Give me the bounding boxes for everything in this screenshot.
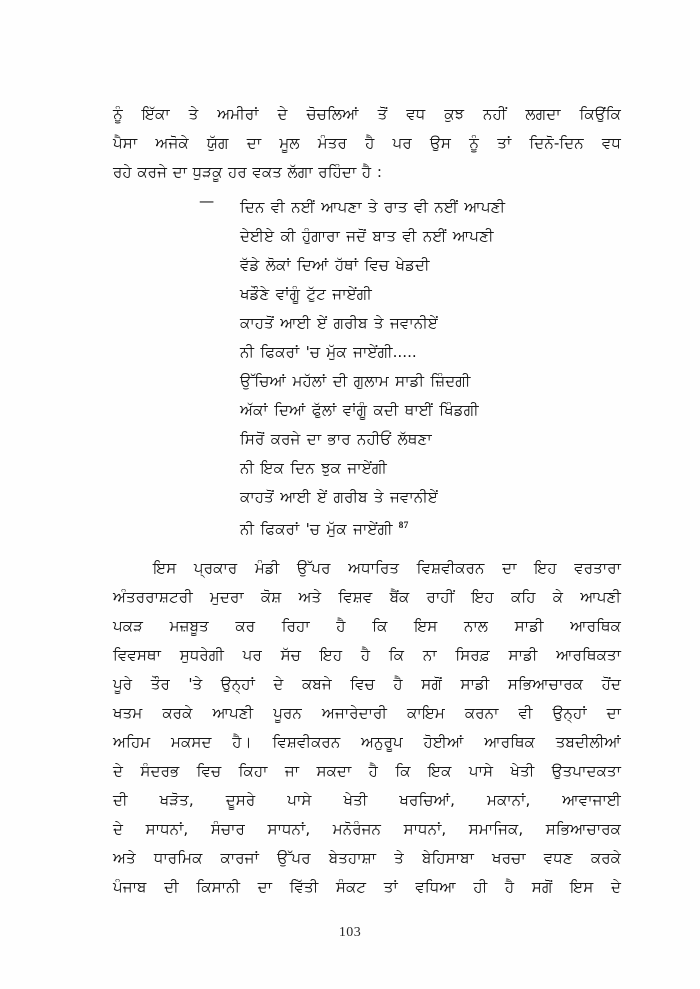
text-line: ਅਹਿਮ ਮਕਸਦ ਹੈ। ਵਿਸ਼ਵੀਕਰਨ ਅਨੁਰੂਪ ਹੋਈਆਂ ਆਰਥਿਕ ਤਬਦੀਲੀਆਂ <box>113 733 621 752</box>
footnote-reference: 87 <box>398 521 409 531</box>
text-line: ਵਿਵਸਥਾ ਸੁਧਰੇਗੀ ਪਰ ਸੱਚ ਇਹ ਹੈ ਕਿ ਨਾ ਸਿਰਫ਼ ਸਾਡੀ ਆਰਥਿਕਤਾ <box>113 646 621 665</box>
page-number: 103 <box>338 925 362 940</box>
poem-line: ਦਿਨ ਵੀ ਨਈਂ ਆਪਣਾ ਤੇ ਰਾਤ ਵੀ ਨਈਂ ਆਪਣੀ <box>240 198 506 216</box>
poem-line: ਕਾਹਤੋਂ ਆਈ ਏਂ ਗਰੀਬ ਤੇ ਜਵਾਨੀਏਂ <box>240 488 438 506</box>
poem-line: ਵੱਡੇ ਲੋਕਾਂ ਦਿਆਂ ਹੱਥਾਂ ਵਿਚ ਖੇਡਦੀ <box>240 256 430 274</box>
spacer <box>113 544 621 554</box>
paragraph-continued <box>113 100 621 187</box>
poem-block <box>113 187 621 544</box>
poem-line: ਨੀ ਫਿਕਰਾਂ 'ਚ ਮੁੱਕ ਜਾਏਂਗੀ..... <box>240 343 417 361</box>
page-content <box>113 100 621 902</box>
poem-line: ਅੱਕਾਂ ਦਿਆਂ ਫੁੱਲਾਂ ਵਾਂਗੂੰ ਕਦੀ ਥਾਈਂ ਖਿੰਡਗੀ <box>240 401 479 419</box>
poem-line-text: ਨੀ ਫਿਕਰਾਂ 'ਚ ਮੁੱਕ ਜਾਏਂਗੀ <box>240 520 393 539</box>
text-line: ਅਤੇ ਧਾਰਮਿਕ ਕਾਰਜਾਂ ਉੱਪਰ ਬੇਤਹਾਸ਼ਾ ਤੇ ਬੇਹਿਸਾਬਾ ਖਰਚਾ ਵਧਣ ਕਰਕੇ <box>113 849 621 868</box>
poem-line: ਨੀ ਇਕ ਦਿਨ ਝੁਕ ਜਾਏਂਗੀ <box>240 459 387 477</box>
poem-line: ਕਾਹਤੋਂ ਆਈ ਏਂ ਗਰੀਬ ਤੇ ਜਵਾਨੀਏਂ <box>240 314 438 332</box>
poem-line: ਸਿਰੋਂ ਕਰਜੇ ਦਾ ਭਾਰ ਨਹੀਓਂ ਲੱਥਣਾ <box>240 430 432 448</box>
text-line: ਨੂੰ ਇੱਕਾ ਤੇ ਅਮੀਰਾਂ ਦੇ ਚੋਚਲਿਆਂ ਤੋਂ ਵਧ ਕੁਝ ਨਹੀਂ ਲਗਦਾ ਕਿਉਂਕਿ <box>113 105 621 123</box>
poem-line: ਉੱਚਿਆਂ ਮਹੱਲਾਂ ਦੀ ਗੁਲਾਮ ਸਾਡੀ ਜ਼ਿੰਦਗੀ <box>240 372 471 390</box>
text-line: ਦੀ ਖੜੋਤ, ਦੂਸਰੇ ਪਾਸੇ ਖੇਤੀ ਖਰਚਿਆਂ, ਮਕਾਨਾਂ, ਆਵਾਜਾਈ <box>113 791 621 810</box>
text-line: ਖਤਮ ਕਰਕੇ ਆਪਣੀ ਪੂਰਨ ਅਜਾਰੇਦਾਰੀ ਕਾਇਮ ਕਰਨਾ ਵੀ ਉਨ੍ਹਾਂ ਦਾ <box>113 704 621 723</box>
text-line: ਅੰਤਰਰਾਸ਼ਟਰੀ ਮੁਦਰਾ ਕੋਸ਼ ਅਤੇ ਵਿਸ਼ਵ ਬੈਂਕ ਰਾਹੀਂ ਇਹ ਕਹਿ ਕੇ ਆਪਣੀ <box>113 588 621 607</box>
text-line: ਇਸ ਪ੍ਰਕਾਰ ਮੰਡੀ ਉੱਪਰ ਅਧਾਰਿਤ ਵਿਸ਼ਵੀਕਰਨ ਦਾ ਇਹ ਵਰਤਾਰਾ <box>153 559 621 578</box>
text-line: ਦੇ ਸੰਦਰਭ ਵਿਚ ਕਿਹਾ ਜਾ ਸਕਦਾ ਹੈ ਕਿ ਇਕ ਪਾਸੇ ਖੇਤੀ ਉਤਪਾਦਕਤਾ <box>113 762 621 781</box>
text-line: ਰਹੇ ਕਰਜੇ ਦਾ ਧੁੜਕੂ ਹਰ ਵਕਤ ਲੱਗਾ ਰਹਿੰਦਾ ਹੈ : <box>113 163 382 181</box>
text-line: ਪਕੜ ਮਜ਼ਬੂਤ ਕਰ ਰਿਹਾ ਹੈ ਕਿ ਇਸ ਨਾਲ ਸਾਡੀ ਆਰਥਿਕ <box>113 617 621 636</box>
text-line: ਪੰਜਾਬ ਦੀ ਕਿਸਾਨੀ ਦਾ ਵਿੱਤੀ ਸੰਕਟ ਤਾਂ ਵਧਿਆ ਹੀ ਹੈ ਸਗੋਂ ਇਸ ਦੇ <box>113 878 621 897</box>
poem-line: ਦੇਈਏ ਕੀ ਹੁੰਗਾਰਾ ਜਦੋਂ ਬਾਤ ਵੀ ਨਈਂ ਆਪਣੀ <box>240 227 494 245</box>
poem-line-final <box>113 512 621 544</box>
poem-line: ਖਡੌਣੇ ਵਾਂਗੂੰ ਟੁੱਟ ਜਾਏਂਗੀ <box>240 285 372 303</box>
text-line: ਪੈਸਾ ਅਜੋਕੇ ਯੁੱਗ ਦਾ ਮੂਲ ਮੰਤਰ ਹੈ ਪਰ ਉਸ ਨੂੰ ਤਾਂ ਦਿਨੋ-ਦਿਨ ਵਧ <box>113 134 621 152</box>
text-line: ਪੂਰੇ ਤੌਰ 'ਤੇ ਉਨ੍ਹਾਂ ਦੇ ਕਬਜੇ ਵਿਚ ਹੈ ਸਗੋਂ ਸਾਡੀ ਸਭਿਆਚਾਰਕ ਹੋਂਦ <box>113 675 621 694</box>
text-line: ਦੇ ਸਾਧਨਾਂ, ਸੰਚਾਰ ਸਾਧਨਾਂ, ਮਨੋਰੰਜਨ ਸਾਧਨਾਂ, ਸਮਾਜਿਕ, ਸਭਿਆਚਾਰਕ <box>113 820 621 839</box>
poem-dash-marker: — <box>199 192 215 210</box>
paragraph-main <box>113 554 621 902</box>
